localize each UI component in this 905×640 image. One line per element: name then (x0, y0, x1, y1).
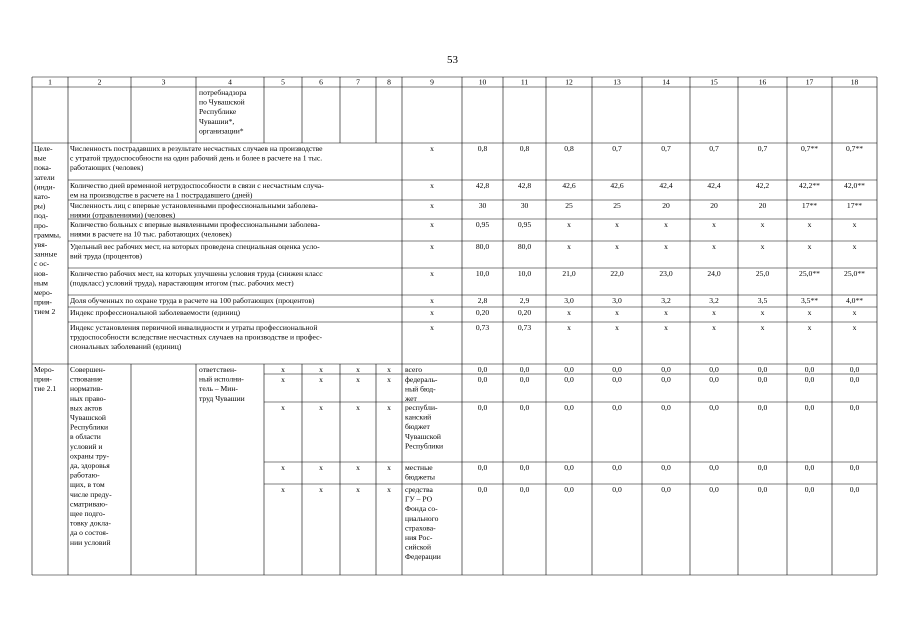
indicator-col9-value: x (430, 181, 434, 190)
event-executor: труд Чувашии (199, 393, 245, 403)
funding-source-name: ГУ – РО (405, 494, 433, 504)
indicator-value: 20 (662, 201, 670, 210)
indicator-value: 20 (710, 201, 718, 210)
indicator-col9-value: x (430, 242, 434, 251)
indicator-name: Удельный вес рабочих мест, на которых проведена специальная оценка усло- (70, 242, 320, 251)
funding-source-name: всего (405, 365, 423, 374)
indicator-value: 0,7 (709, 144, 719, 153)
indicator-value: 0,7 (661, 144, 671, 153)
indicator-value: 3,5 (757, 296, 768, 305)
funding-value: 0,0 (804, 463, 815, 472)
funding-value: 0,0 (612, 463, 622, 472)
indicator-col9-value: x (430, 201, 434, 210)
event-number: Меро- (34, 365, 55, 374)
indicator-value: 0,95 (475, 220, 490, 229)
indicator-value: 42,4 (707, 181, 721, 190)
indicator-value: 0,7** (845, 144, 864, 153)
target-indicators-label: тием 2 (34, 307, 56, 317)
indicator-value: x (807, 242, 812, 251)
indicator-name: Доля обученных по охране труда в расчете на 100 работающих (процентов) (70, 296, 315, 305)
target-indicators-label: занные (34, 249, 57, 259)
event-executor: ответствен- (199, 365, 237, 374)
column-number: 12 (565, 77, 573, 87)
event-name: нии условий (70, 537, 111, 547)
source-mark: x (387, 463, 391, 472)
event-name: Чувашской (70, 413, 106, 422)
indicator-value: 20 (758, 201, 767, 210)
target-indicators-label: прия- (34, 297, 52, 307)
target-indicators-label: увя- (34, 240, 48, 249)
source-mark: x (281, 403, 285, 412)
funding-value: 0,0 (661, 365, 671, 374)
funding-source-name: циального (405, 513, 439, 523)
source-mark: x (356, 485, 360, 494)
funding-source-name: сийской (405, 542, 432, 552)
indicator-col9-value: x (430, 296, 434, 305)
indicator-value: 2,8 (477, 296, 488, 305)
indicator-value: 3,0 (612, 296, 622, 305)
funding-value: 0,0 (612, 403, 622, 412)
top-row-executor-text: по Чувашской (199, 97, 245, 107)
indicator-name: ниями в расчете на 10 тыс. работающих (человек) (70, 229, 232, 239)
target-indicators-label: граммы, (34, 230, 61, 240)
indicator-col9-value: x (430, 323, 434, 332)
indicator-value: 0,8 (564, 144, 574, 153)
indicator-name: Количество дней временной нетрудоспособности в связи с несчастным случа- (70, 181, 324, 190)
funding-value: 0,0 (564, 485, 574, 494)
target-indicators-label: пока- (34, 163, 52, 173)
indicator-value: x (852, 220, 857, 229)
column-number: 15 (710, 77, 718, 87)
funding-source-name: Федерации (405, 552, 441, 562)
event-name: ствование (70, 374, 103, 384)
indicator-value: x (567, 220, 571, 229)
indicator-col9-value: x (430, 220, 434, 229)
indicator-name: Количество рабочих мест, на которых улучшены условия труда (снижен класс (70, 269, 323, 278)
indicator-value: 80,0 (517, 242, 532, 251)
indicator-name: Количество больных с впервые выявленными профессиональными заболева- (70, 220, 320, 229)
column-number: 14 (662, 77, 670, 87)
column-number: 18 (850, 77, 859, 87)
indicator-value: x (664, 242, 668, 251)
indicator-value: x (567, 308, 571, 317)
indicator-value: 0,20 (475, 308, 490, 317)
funding-value: 0,0 (849, 403, 860, 412)
indicator-value: x (615, 323, 619, 332)
indicator-name: Индекс установления первичной инвалидности и утраты профессиональной (70, 323, 318, 332)
indicator-value: 0,7** (800, 144, 819, 153)
indicator-value: 42,6 (610, 181, 624, 190)
funding-value: 0,0 (804, 403, 815, 412)
indicator-value: 0,95 (517, 220, 532, 229)
event-name: щих, в том (70, 480, 105, 490)
funding-source-name: бюджеты (405, 472, 435, 482)
funding-value: 0,0 (477, 375, 488, 384)
indicator-value: x (567, 242, 571, 251)
column-number: 9 (430, 77, 434, 87)
funding-source-name: ния Рос- (405, 533, 433, 542)
event-name: Республики (70, 422, 109, 432)
indicator-value: 17** (846, 201, 863, 210)
event-name: щее подго- (70, 509, 106, 518)
column-number: 13 (613, 77, 621, 87)
indicator-name: вий труда (процентов) (70, 251, 142, 261)
indicator-value: x (664, 220, 668, 229)
funding-source-name: канский (405, 412, 432, 422)
indicator-value: 0,7 (612, 144, 622, 153)
indicator-value: 0,7 (757, 144, 768, 153)
indicator-value: 4,0** (845, 296, 864, 305)
source-mark: x (356, 403, 360, 412)
event-name: да о состоя- (70, 528, 109, 538)
column-number: 3 (161, 77, 166, 87)
event-name: работаю- (70, 470, 100, 480)
event-executor: ный исполни- (199, 374, 244, 384)
source-mark: x (281, 463, 285, 472)
funding-value: 0,0 (804, 375, 815, 384)
indicator-value: x (712, 308, 716, 317)
funding-value: 0,0 (519, 485, 530, 494)
column-number: 1 (48, 77, 52, 87)
indicator-value: 42,2** (799, 181, 820, 190)
funding-value: 0,0 (709, 463, 719, 472)
funding-value: 0,0 (564, 403, 574, 412)
indicator-value: x (615, 220, 619, 229)
source-mark: x (319, 403, 323, 412)
funding-value: 0,0 (661, 485, 671, 494)
indicator-value: 10,0 (517, 269, 532, 278)
column-number: 6 (319, 77, 323, 87)
funding-value: 0,0 (709, 403, 719, 412)
funding-value: 0,0 (757, 485, 768, 494)
indicator-value: 25 (565, 201, 573, 210)
funding-source-name: бюджет (405, 422, 430, 432)
funding-source-name: республи- (405, 403, 438, 412)
indicator-name: ем на производстве в расчете на 1 пострадавшего (дней) (70, 190, 253, 200)
indicator-value: 30 (478, 201, 487, 210)
funding-value: 0,0 (477, 365, 488, 374)
funding-value: 0,0 (849, 375, 860, 384)
indicator-col9-value: x (430, 269, 434, 278)
indicator-value: 24,0 (707, 269, 721, 278)
target-indicators-label: ным (34, 278, 48, 288)
top-row-executor-text: организации* (199, 126, 244, 136)
funding-source-name: страхова- (405, 523, 436, 533)
funding-value: 0,0 (519, 375, 530, 384)
target-indicators-label: като- (34, 192, 51, 201)
event-name: в области (70, 432, 101, 442)
target-indicators-label: нов- (34, 268, 48, 278)
indicator-value: 2,9 (519, 296, 530, 305)
funding-value: 0,0 (849, 463, 860, 472)
indicator-value: 0,73 (475, 323, 490, 332)
page-number: 53 (447, 54, 458, 66)
event-name: норматив- (70, 384, 103, 394)
event-name: ных право- (70, 393, 106, 403)
indicator-value: x (664, 308, 668, 317)
funding-source-name: средства (405, 485, 433, 494)
funding-value: 0,0 (564, 365, 574, 374)
source-mark: x (387, 375, 391, 384)
indicator-value: x (567, 323, 571, 332)
indicator-value: x (664, 323, 668, 332)
funding-source-name: местные (405, 463, 433, 472)
target-indicators-label: с ос- (34, 259, 50, 269)
target-indicators-label: под- (34, 211, 49, 221)
top-row-executor-text: Чувашии*, (199, 116, 235, 126)
indicator-name: (подкласс) условий труда), нарастающим итогом (тыс. рабочих мест) (70, 278, 294, 288)
source-mark: x (387, 485, 391, 494)
event-number: прия- (34, 374, 52, 384)
column-number: 7 (356, 77, 360, 87)
source-mark: x (319, 485, 323, 494)
column-number: 8 (387, 77, 391, 87)
indicator-value: 42,6 (562, 181, 576, 190)
indicator-value: 10,0 (475, 269, 490, 278)
funding-value: 0,0 (477, 463, 488, 472)
indicator-value: 30 (520, 201, 529, 210)
funding-value: 0,0 (661, 375, 671, 384)
source-mark: x (387, 403, 391, 412)
indicator-value: x (760, 220, 765, 229)
event-name: вых актов (70, 403, 102, 413)
column-number: 5 (281, 77, 285, 87)
indicator-value: 22,0 (610, 269, 624, 278)
top-row-executor-text: Республике (199, 107, 237, 117)
funding-value: 0,0 (612, 485, 622, 494)
funding-value: 0,0 (519, 403, 530, 412)
indicator-value: 25,0** (799, 269, 820, 278)
indicator-name: Индекс профессиональной заболеваемости (единиц) (70, 308, 241, 317)
indicator-value: x (760, 323, 765, 332)
source-mark: x (281, 375, 285, 384)
indicator-name: работающих (человек) (70, 163, 144, 173)
indicator-value: x (712, 242, 716, 251)
source-mark: x (281, 365, 285, 374)
funding-source-name: ный бюд- (405, 384, 436, 394)
funding-value: 0,0 (661, 463, 671, 472)
column-number: 2 (97, 77, 102, 87)
indicator-value: x (712, 323, 716, 332)
indicator-value: 0,8 (519, 144, 530, 153)
indicator-value: 0,20 (517, 308, 532, 317)
funding-value: 0,0 (519, 365, 530, 374)
funding-value: 0,0 (564, 375, 574, 384)
funding-value: 0,0 (804, 485, 815, 494)
funding-source-name: Республики (405, 441, 444, 451)
source-mark: x (356, 463, 360, 472)
indicator-value: x (807, 323, 812, 332)
funding-value: 0,0 (757, 463, 768, 472)
event-name: условий и (70, 441, 103, 451)
funding-value: 0,0 (519, 463, 530, 472)
indicator-value: x (760, 308, 765, 317)
column-number: 16 (758, 77, 767, 87)
source-mark: x (356, 375, 360, 384)
funding-value: 0,0 (849, 485, 860, 494)
target-indicators-label: Целе- (34, 144, 53, 153)
indicator-col9-value: x (430, 144, 434, 153)
top-row-executor-text: потребнадзора (199, 88, 247, 97)
column-number: 10 (478, 77, 487, 87)
indicator-value: x (807, 220, 812, 229)
source-mark: x (281, 485, 285, 494)
target-indicators-label: затели (34, 172, 55, 182)
indicator-value: 80,0 (475, 242, 490, 251)
indicator-name: сиональных заболеваний (единиц) (70, 342, 182, 352)
indicator-value: x (615, 242, 619, 251)
indicator-value: 42,8 (475, 181, 490, 190)
indicator-value: 17** (801, 201, 818, 210)
column-number: 11 (520, 77, 529, 87)
funding-value: 0,0 (477, 485, 488, 494)
indicator-value: 0,8 (477, 144, 488, 153)
indicator-value: 3,5** (800, 296, 819, 305)
indicator-value: 23,0 (659, 269, 673, 278)
funding-source-name: федераль- (405, 375, 438, 384)
indicator-value: x (712, 220, 716, 229)
indicator-value: x (760, 242, 765, 251)
funding-value: 0,0 (757, 403, 768, 412)
event-name: да, здоровья (70, 461, 110, 470)
indicator-value: 3,2 (661, 296, 671, 305)
funding-value: 0,0 (661, 403, 671, 412)
event-name: охраны тру- (70, 451, 110, 461)
indicator-value: x (615, 308, 619, 317)
column-number: 17 (805, 77, 814, 87)
funding-value: 0,0 (849, 365, 860, 374)
funding-source-name: Чувашской (405, 431, 441, 441)
indicator-value: x (852, 242, 857, 251)
source-mark: x (356, 365, 360, 374)
event-name: сматриваю- (70, 499, 108, 509)
indicator-value: 42,2 (755, 181, 770, 190)
indicator-value: 25 (613, 201, 621, 210)
indicator-value: 3,0 (564, 296, 574, 305)
indicator-name: с утратой трудоспособности на один рабочий день и более в расчете на 1 тыс. (70, 153, 323, 163)
indicator-value: x (852, 308, 857, 317)
funding-value: 0,0 (757, 375, 768, 384)
source-mark: x (319, 365, 323, 374)
event-name: Совершен- (70, 365, 106, 374)
indicator-name: трудоспособности вследствие несчастных случаев на производстве и профес- (70, 332, 322, 342)
funding-value: 0,0 (709, 365, 719, 374)
target-indicators-label: ры) (34, 201, 46, 211)
funding-value: 0,0 (612, 365, 622, 374)
funding-value: 0,0 (709, 375, 719, 384)
indicator-name: Численность пострадавших в результате несчастных случаев на производстве (70, 144, 323, 153)
indicator-name: ниями (отравлениями) (человек) (70, 210, 176, 220)
indicator-value: 42,8 (517, 181, 532, 190)
indicator-value: x (852, 323, 857, 332)
indicator-value: 21,0 (562, 269, 576, 278)
funding-source-name: жет (405, 394, 417, 404)
funding-source-name: Фонда со- (405, 504, 438, 514)
target-indicators-label: (инди- (34, 182, 56, 192)
indicator-value: 42,0** (844, 181, 865, 190)
funding-value: 0,0 (612, 375, 622, 384)
funding-value: 0,0 (757, 365, 768, 374)
event-number: тие 2.1 (34, 384, 57, 394)
indicator-col9-value: x (430, 308, 434, 317)
funding-value: 0,0 (709, 485, 719, 494)
event-name: товку докла- (70, 518, 111, 528)
indicator-value: 0,73 (517, 323, 532, 332)
column-number: 4 (228, 77, 232, 87)
funding-value: 0,0 (564, 463, 574, 472)
target-indicators-label: меро- (34, 288, 53, 297)
event-name: числе преду- (70, 489, 112, 499)
indicator-value: 42,4 (659, 181, 673, 190)
funding-value: 0,0 (804, 365, 815, 374)
indicator-value: 25,0 (755, 269, 770, 278)
indicator-name: Численность лиц с впервые установленными профессиональными заболева- (70, 201, 318, 210)
indicator-value: 25,0** (844, 269, 865, 278)
indicator-value: x (807, 308, 812, 317)
source-mark: x (319, 375, 323, 384)
target-indicators-label: про- (34, 220, 49, 230)
source-mark: x (319, 463, 323, 472)
funding-value: 0,0 (477, 403, 488, 412)
source-mark: x (387, 365, 391, 374)
target-indicators-label: вые (34, 153, 47, 163)
indicator-value: 3,2 (709, 296, 719, 305)
event-executor: тель – Мин- (199, 384, 238, 394)
